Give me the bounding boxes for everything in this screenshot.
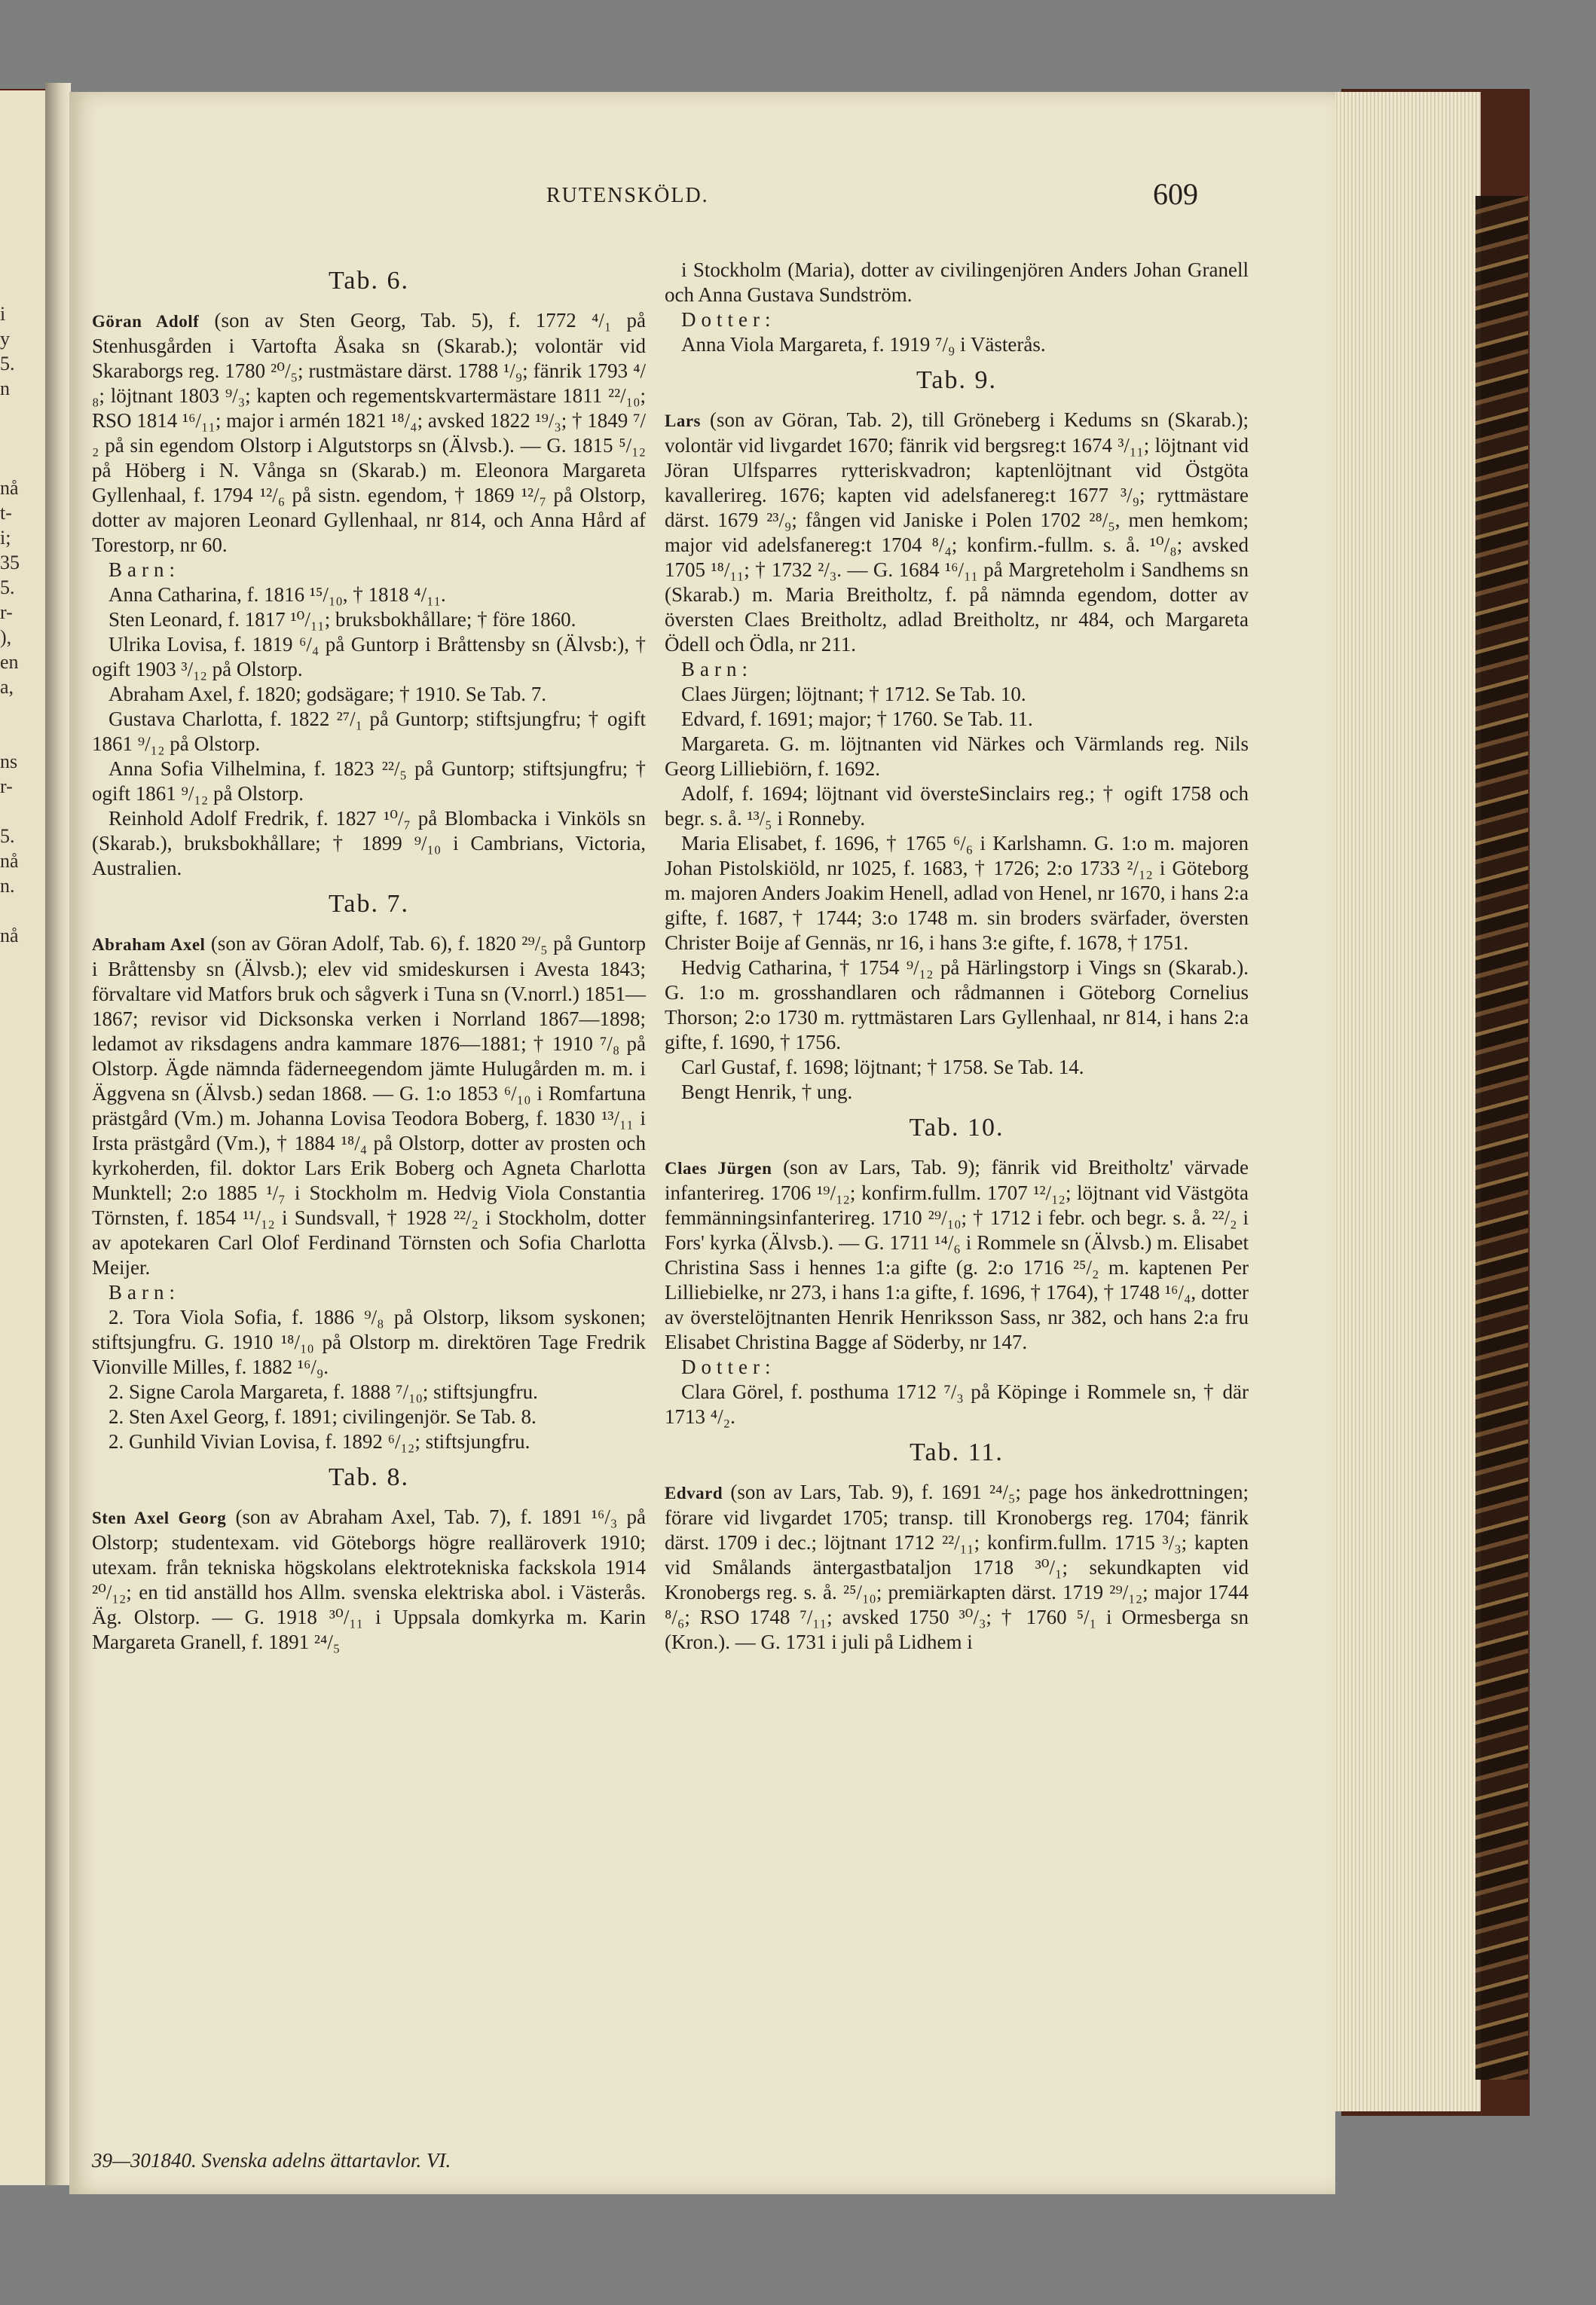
section-label: Barn: [109,1281,180,1304]
margin-fragment: nå [0,477,19,499]
entry-text: (son av Göran Adolf, Tab. 6), f. 1820 ²⁹/₅ på Guntorp i Bråttensby sn (Älvsb.); elev vid smideskursen i Avesta 1843; förvaltare vid Matfors bruk och sågverk i Tuna sn (V.norrl.) 1851—1867; revisor vid Dicksonska verken i Norrland 1867—1898; ledamot av riksdagens andra kammare 1876—1881; † 1910 ⁷/₈ på Olstorp. Ägde nämnda fäderneegendom jämte Hulugården m. m. i Äggvena sn (Älvsb.) sedan 1868. — G. 1:o 1853 ⁶/₁₀ i Romfartuna prästgård (Vm.) m. Johanna Lovisa Teodora Boberg, f. 1830 ¹³/₁₁ i Irsta prästgård (Vm.), † 1884 ¹⁸/₄ på Olstorp, dotter av prosten och kyrkoherden, fil. doktor Lars Erik Boberg och Agneta Charlotta Munktell; 2:o 1885 ¹/₇ i Stockholm m. Hedvig Viola Constantia Törnsten, f. 1854 ¹¹/₁₂ i Sundsvall, † 1928 ²²/₂ i Stockholm, dotter av apotekaren Carl Olof Ferdinand Törnsten och Sofia Charlotta Meijer. [92,932,646,1279]
person-name: Lars [665,411,701,430]
table-heading: Tab. 9. [916,366,997,394]
person-name: Edvard [665,1484,723,1503]
child-entry: Ulrika Lovisa, f. 1819 ⁶/₄ på Guntorp i Bråttensby sn (Älvsb:), † ogift 1903 ³/₁₂ på Olstorp. [92,633,646,680]
section-label: Dotter: [681,1356,776,1378]
genealogy-entry [92,1505,646,1655]
page-footer: 39—301840. Svenska adelns ättartavlor. VI. [92,2149,451,2172]
margin-fragment: i; [0,527,11,549]
child-entry: 2. Gunhild Vivian Lovisa, f. 1892 ⁶/₁₂; stiftsjungfru. [109,1430,530,1453]
margin-fragment: n. [0,875,15,897]
child-entry: Anna Catharina, f. 1816 ¹⁵/₁₀, † 1818 ⁴/₁₁. [109,583,446,606]
margin-fragment: i [0,303,6,325]
genealogy-entry [665,1480,1249,1655]
margin-fragment: 5. [0,825,15,847]
child-entry: 2. Tora Viola Sofia, f. 1886 ⁹/₈ på Olstorp, liksom syskonen; stiftsjungfru. G. 1910 ¹⁸/₁₀ på Olstorp m. direktören Tage Fredrik Vionville Milles, f. 1882 ¹⁶/₉. [92,1306,646,1378]
child-entry: Bengt Henrik, † ung. [681,1081,853,1103]
margin-fragment: 5. [0,353,15,374]
section-label: Barn: [681,658,753,680]
entry-text: (son av Abraham Axel, Tab. 7), f. 1891 ¹⁶/₃ på Olstorp; studentexam. vid Göteborgs högre realläroverk 1910; utexam. från tekniska högskolans elektrotekniska fackskola 1914 ²⁰/₁₂; en tid anställd hos Allm. svenska elektriska abol. i Västerås. Äg. Olstorp. — G. 1918 ³⁰/₁₁ i Uppsala domkyrka m. Karin Margareta Granell, f. 1891 ²⁴/₅ [92,1506,646,1653]
table-heading: Tab. 11. [910,1438,1004,1466]
child-entry: Clara Görel, f. posthuma 1712 ⁷/₃ på Köpinge i Rommele sn, † där 1713 ⁴/₂. [665,1380,1249,1428]
book-page [69,92,1335,2194]
person-name: Göran Adolf [92,312,200,331]
page-stack-edge [1330,92,1481,2111]
table-heading: Tab. 8. [329,1463,409,1491]
left-column [92,258,646,1655]
entry-text: (son av Lars, Tab. 9); fänrik vid Breitholtz' värvade infanterireg. 1706 ¹⁹/₁₂; konfirm.fullm. 1707 ¹²/₁₂; löjtnant vid Västgöta femmänningsinfanterireg. 1710 ²⁹/₁₀; † 1712 i febr. och begr. s. å. ²²/₂ i Fors' kyrka (Älvsb.). — G. 1711 ¹⁴/₆ i Rommele sn (Älvsb.) m. Elisabet Christina Sass i hennes 1:a gifte (g. 2:o 1716 ²⁵/₂ m. kaptenen Per Lilliebielke, nr 273, i hans 1:a gifte, f. 1696, † 1764), † 1748 ¹⁶/₄, dotter av överstelöjtnanten Henrik Henriksson Sass, nr 382, och hans 2:a fru Elisabet Christina Bagge af Söderby, nr 147. [665,1156,1249,1353]
child-entry: Gustava Charlotta, f. 1822 ²⁷/₁ på Guntorp; stiftsjungfru; † ogift 1861 ⁹/₁₂ på Olstorp. [92,708,646,755]
child-entry: Reinhold Adolf Fredrik, f. 1827 ¹⁰/₇ på Blombacka i Vinköls sn (Skarab.), bruksbokhållare; † 1899 ⁹/₁₀ i Cambrians, Victoria, Australien. [92,807,646,879]
margin-fragment: 5. [0,576,15,598]
entry-text: (son av Sten Georg, Tab. 5), f. 1772 ⁴/₁ på Stenhusgården i Vartofta Åsaka sn (Skarab.); volontär vid Skaraborgs reg. 1780 ²⁰/₅; rustmästare därst. 1788 ¹/₉; fänrik 1793 ⁴/₈; löjtnant 1803 ⁹/₃; kapten och regementskvartermästare 1811 ²²/₁₀; RSO 1814 ¹⁶/₁₁; major i armén 1821 ¹⁸/₄; avsked 1822 ¹⁹/₃; † 1849 ⁷/₂ på sin egendom Olstorp i Algutstorps sn (Älvsb.). — G. 1815 ⁵/₁₂ på Höberg i N. Vånga sn (Skarab.) m. Eleonora Margareta Gyllenhaal, f. 1794 ¹²/₆ på sistn. egendom, † 1869 ¹²/₇ på Olstorp, dotter av majoren Leonard Gyllenhaal, nr 814, och Anna Hård af Torestorp, nr 60. [92,309,646,556]
person-name: Abraham Axel [92,935,206,954]
genealogy-entry [665,1155,1249,1355]
child-entry: Hedvig Catharina, † 1754 ⁹/₁₂ på Härlingstorp i Vings sn (Skarab.). G. 1:o m. grosshandlaren och rådmannen i Göteborg Cornelius Thorson; 2:o 1730 m. ryttmästaren Lars Gyllenhaal, nr 814, i hans 2:a gifte, f. 1690, † 1756. [665,956,1249,1053]
margin-fragment: 35 [0,552,20,573]
marbled-cover [1475,196,1528,2080]
child-entry: Abraham Axel, f. 1820; godsägare; † 1910. Se Tab. 7. [109,683,547,705]
table-heading: Tab. 6. [329,267,409,295]
margin-fragment: r- [0,601,13,623]
right-column [665,258,1249,1655]
previous-page-edge [0,90,45,2185]
book-gutter [45,83,71,2185]
genealogy-entry [665,408,1249,657]
child-entry: Maria Elisabet, f. 1696, † 1765 ⁶/₆ i Karlshamn. G. 1:o m. majoren Johan Pistolskiöld, nr 1025, f. 1683, † 1726; 2:o 1733 ²/₁₂ i Göteborg m. majoren Anders Joakim Henell, adlad von Henel, nr 1670, i hans 2:a gifte, f. 1687, † 1744; 3:o 1748 m. sin broders svärfader, översten Christer Boije af Gennäs, nr 16, i hans 3:e gifte, f. 1678, † 1751. [665,832,1249,954]
child-entry: Claes Jürgen; löjtnant; † 1712. Se Tab. 10. [681,683,1026,705]
table-heading: Tab. 7. [329,890,409,918]
child-entry: Sten Leonard, f. 1817 ¹⁰/₁₁; bruksbokhållare; † före 1860. [109,608,576,631]
child-entry: Adolf, f. 1694; löjtnant vid översteSinclairs reg.; † ogift 1758 och begr. s. å. ¹³/₅ i Ronneby. [665,782,1249,830]
section-label: Dotter: [681,308,776,331]
margin-fragment: y [0,328,10,350]
child-entry: Margareta. G. m. löjtnanten vid Närkes och Värmlands reg. Nils Georg Lilliebiörn, f. 1692. [665,732,1249,780]
margin-fragment: en [0,651,19,673]
page-number: 609 [1153,177,1198,211]
child-entry: Anna Sofia Vilhelmina, f. 1823 ²²/₅ på Guntorp; stiftsjungfru; † ogift 1861 ⁹/₁₂ på Olstorp. [92,757,646,805]
margin-fragment: ), [0,626,12,648]
margin-fragment: n [0,378,10,399]
margin-fragment: r- [0,775,13,797]
entry-text: (son av Göran, Tab. 2), till Gröneberg i Kedums sn (Skarab.); volontär vid livgardet 1670; fänrik vid bergsreg:t 1674 ³/₁₁; löjtnant vid Jöran Ulfsparres rytteriskvadron; kaptenlöjtnant vid Östgöta kavallerireg. 1676; kapten vid adelsfanereg:t 1677 ³/₉; ryttmästare därst. 1679 ²³/₉; fången vid Janiske i Polen 1702 ²⁸/₅, men hemkom; major vid adelsfanereg:t 1704 ⁸/₄; konfirm.-fullm. s. å. ¹⁰/₈; avsked 1705 ¹⁸/₁₁; † 1732 ²/₃. — G. 1684 ¹⁶/₁₁ på Margreteholm i Sandhems sn (Skarab.) m. Maria Breitholtz, f. på nämnda egendom, dotter av översten Claes Breitholtz, adlad Breitholtz, nr 484, och Margareta Ödell och Ödla, nr 211. [665,408,1249,656]
table-heading: Tab. 10. [909,1114,1004,1142]
margin-fragment: nå [0,925,19,946]
entry-text: (son av Lars, Tab. 9), f. 1691 ²⁴/₅; page hos änkedrottningen; förare vid livgardet 1705; transp. till Kronobergs reg. 1704; fänrik därst. 1709 i dec.; löjtnant 1712 ²²/₁₁; konfirm.fullm. 1715 ³/₃; kapten vid Smålands äntergastbataljon 1718 ³⁰/₁; sekundkapten vid Kronobergs reg. s. å. ²⁵/₁₀; premiärkapten därst. 1719 ²⁹/₁₂; major 1744 ⁸/₆; RSO 1748 ⁷/₁₁; avsked 1750 ³⁰/₃; † 1760 ⁵/₁ i Ormesberga sn (Kron.). — G. 1731 i juli på Lidhem i [665,1481,1249,1653]
child-entry: 2. Sten Axel Georg, f. 1891; civilingenjör. Se Tab. 8. [109,1405,537,1428]
child-entry: Anna Viola Margareta, f. 1919 ⁷/₉ i Västerås. [681,333,1046,356]
running-title: RUTENSKÖLD. [546,184,709,207]
margin-fragment: a, [0,676,14,698]
person-name: Claes Jürgen [665,1159,772,1178]
entry-continuation: i Stockholm (Maria), dotter av civilingenjören Anders Johan Granell och Anna Gustava Sundström. [665,258,1249,306]
margin-fragment: t- [0,502,12,524]
margin-fragment: nå [0,850,19,872]
genealogy-entry [92,308,646,558]
section-label: Barn: [109,558,180,581]
child-entry: Carl Gustaf, f. 1698; löjtnant; † 1758. Se Tab. 14. [681,1056,1084,1078]
child-entry: 2. Signe Carola Margareta, f. 1888 ⁷/₁₀; stiftsjungfru. [109,1380,538,1403]
genealogy-entry [92,931,646,1280]
margin-fragment: ns [0,751,18,772]
person-name: Sten Axel Georg [92,1509,227,1527]
child-entry: Edvard, f. 1691; major; † 1760. Se Tab. 11. [681,708,1033,730]
